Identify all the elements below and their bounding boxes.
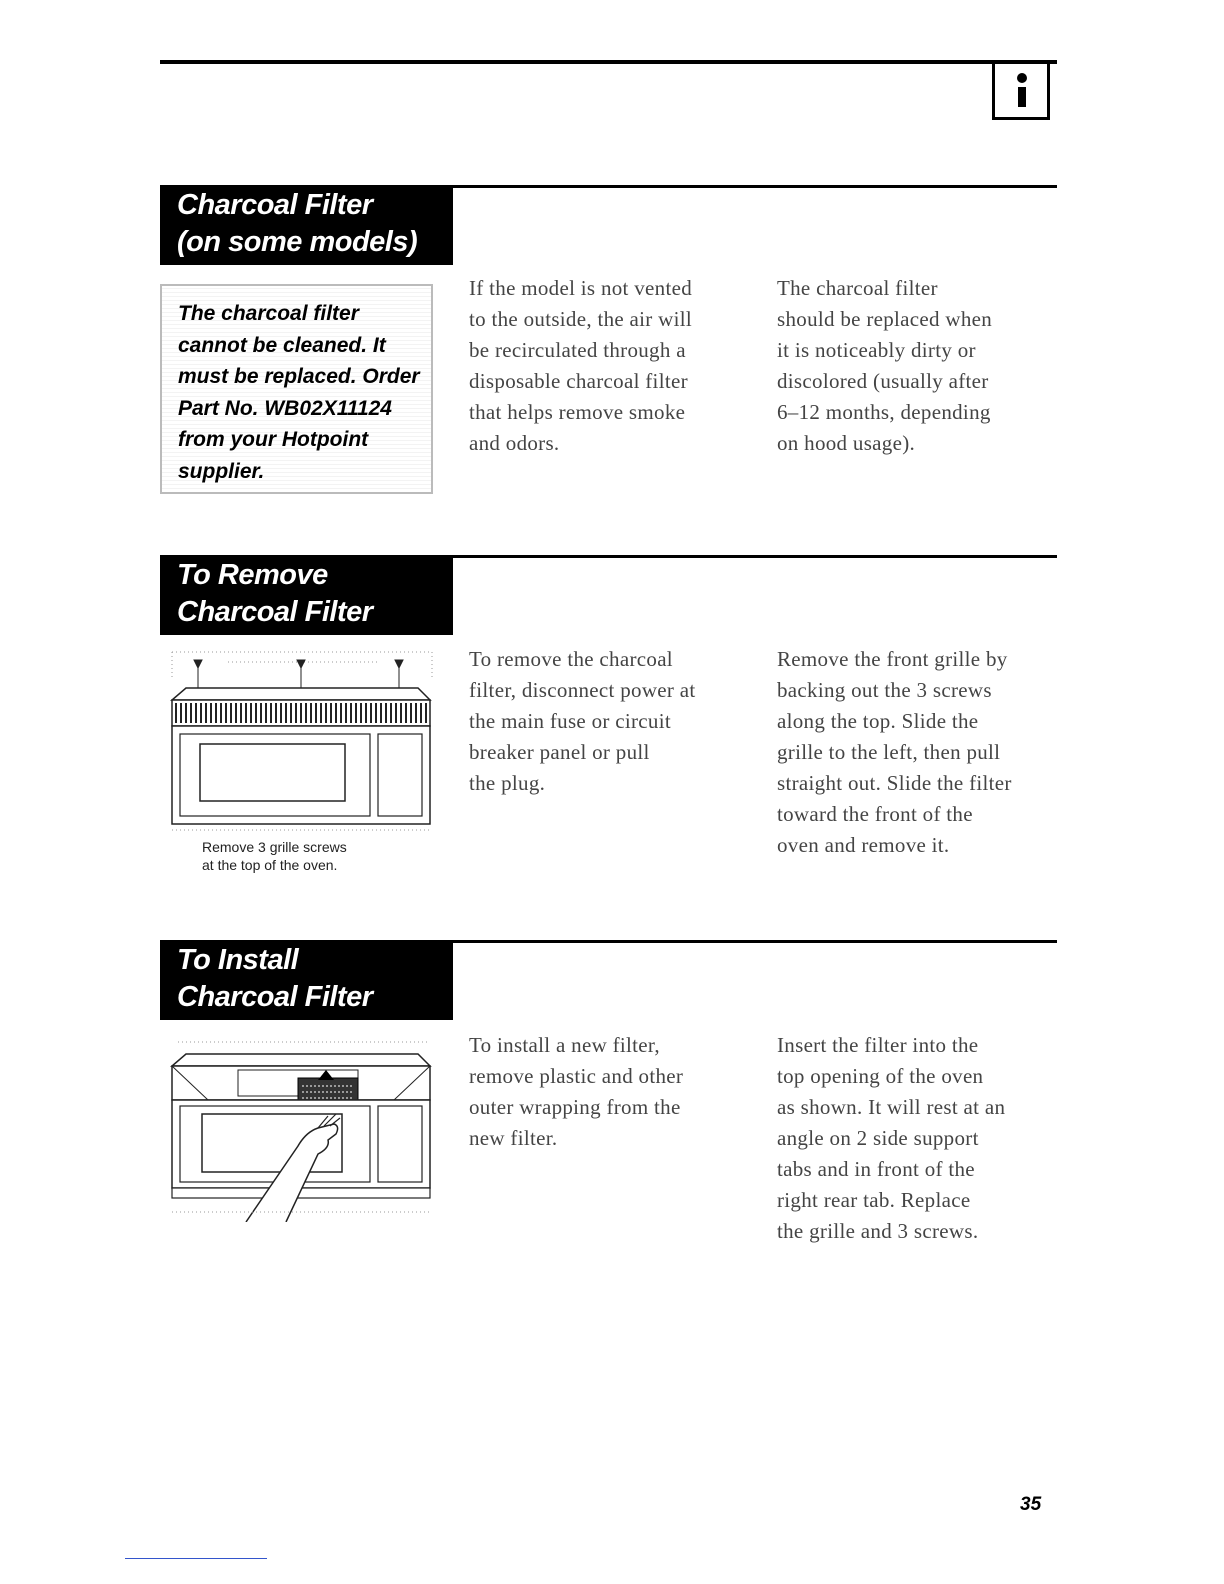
text-line: tabs and in front of the [777,1157,975,1181]
text-line: The charcoal filter [777,276,938,300]
note-line: Part No. WB02X11124 [178,396,392,420]
text-line: as shown. It will rest at an [777,1095,1006,1119]
text-line: should be replaced when [777,307,993,331]
replacement-note [160,284,433,494]
section-title-line: To Remove [177,559,328,591]
text-line: be recirculated through a [469,338,686,362]
text-line: along the top. Slide the [777,709,979,733]
install-filter-steps-text [777,1030,1062,1247]
text-line: right rear tab. Replace [777,1188,971,1212]
text-line: grille to the left, then pull [777,740,1001,764]
text-line: new filter. [469,1126,558,1150]
section-title-charcoal-filter [160,185,453,265]
text-line: toward the front of the [777,802,973,826]
text-line: Insert the filter into the [777,1033,979,1057]
text-line: disposable charcoal filter [469,369,688,393]
top-rule [160,60,1057,64]
text-line: If the model is not vented [469,276,692,300]
text-line: straight out. Slide the filter [777,771,1012,795]
info-icon-bar [1018,87,1026,107]
note-line: must be replaced. Order [178,365,420,388]
text-line: the grille and 3 screws. [777,1219,979,1243]
text-line: 6–12 months, depending [777,400,991,424]
text-line: backing out the 3 screws [777,678,992,702]
section-title-line: (on some models) [177,226,418,258]
section-title-line: To Install [177,944,299,976]
note-line: from your Hotpoint [178,428,369,451]
info-icon [992,60,1050,120]
grille-screws-caption [202,838,347,874]
text-line: and odors. [469,431,560,455]
text-line: it is noticeably dirty or [777,338,976,362]
text-line: breaker panel or pull [469,740,650,764]
text-line: Remove the front grille by [777,647,1008,671]
section-title-remove-filter [160,555,453,635]
note-line: cannot be cleaned. It [178,333,386,357]
remove-filter-steps-text [777,644,1062,861]
remove-filter-power-text [469,644,754,799]
text-line: top opening of the oven [777,1064,984,1088]
page-number: 35 [1020,1494,1042,1515]
text-line: discolored (usually after [777,369,989,393]
text-line: filter, disconnect power at [469,678,696,702]
text-line: the plug. [469,771,546,795]
text-line: angle on 2 side support [777,1126,979,1150]
caption-line: Remove 3 grille screws [202,839,347,855]
install-filter-illustration [168,1036,436,1222]
caption-line: at the top of the oven. [202,857,338,873]
text-line: To remove the charcoal [469,647,673,671]
text-line: oven and remove it. [777,833,950,857]
section-title-line: Charcoal Filter [177,596,373,628]
charcoal-filter-replace-text [777,273,1062,459]
section-title-line: Charcoal Filter [177,189,373,221]
text-line: on hood usage). [777,431,916,455]
text-line: To install a new filter, [469,1033,660,1057]
text-line: the main fuse or circuit [469,709,671,733]
install-filter-unwrap-text [469,1030,754,1154]
footer-link-line [125,1558,267,1559]
text-line: to the outside, the air will [469,307,693,331]
info-icon-dot [1017,73,1027,83]
note-line: supplier. [178,459,265,483]
section-title-line: Charcoal Filter [177,981,373,1013]
note-line: The charcoal filter [178,302,359,325]
text-line: outer wrapping from the [469,1095,681,1119]
section-title-install-filter [160,940,453,1020]
text-line: remove plastic and other [469,1064,684,1088]
text-line: that helps remove smoke [469,400,686,424]
charcoal-filter-intro-text [469,273,754,459]
oven-grille-screws-illustration [168,648,436,834]
